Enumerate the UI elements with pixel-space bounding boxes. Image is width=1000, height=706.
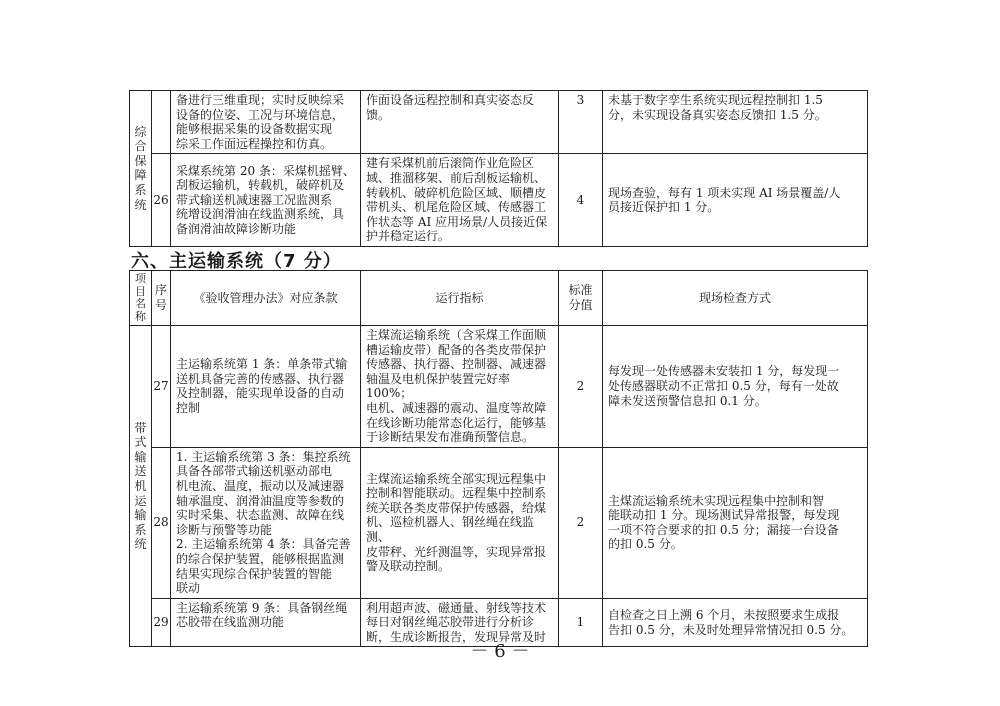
method-cell: 主煤流运输系统未实现远程集中控制和智 能联动扣 1 分。现场测试异常报警，每发现 一项不符合要求的扣 0.5 分；漏接一台设备 的扣 0.5 分。 — [603, 447, 868, 598]
row-number: 28 — [152, 447, 171, 598]
indicator-cell: 利用超声波、磁通量、射线等技术 每日对钢丝绳芯胶带进行分析诊 断，生成诊断报告，发现异常及时 — [361, 598, 559, 647]
page-number: － 6 － — [470, 641, 530, 662]
score-cell: 1 — [559, 598, 603, 647]
top-table — [129, 90, 868, 247]
row-number: 26 — [152, 154, 171, 247]
header-number: 序 号 — [152, 271, 171, 326]
clause-cell: 备进行三维重现；实时反映综采 设备的位姿、工况与环境信息， 能够根据采集的设备数据实现 综采工作面远程操控和仿真。 — [171, 91, 361, 154]
clause-cell: 主运输系统第 9 条：具备钢丝绳 芯胶带在线监测功能 — [171, 598, 361, 647]
score-cell: 2 — [559, 326, 603, 448]
row-number: 27 — [152, 326, 171, 448]
method-cell: 未基于数字孪生系统实现远程控制扣 1.5 分，未实现设备真实姿态反馈扣 1.5 分。 — [603, 91, 868, 154]
row-number — [152, 91, 171, 154]
clause-cell: 主运输系统第 1 条：单条带式输 送机具备完善的传感器、执行器 及控制器，能实现单设备的自动 控制 — [171, 326, 361, 448]
score-cell: 3 — [559, 91, 603, 154]
method-cell: 自检查之日上溯 6 个月，未按照要求生成报 告扣 0.5 分，未及时处理异常情况扣 0.5 分。 — [603, 598, 868, 647]
header-indicator: 运行指标 — [361, 271, 559, 326]
header-clause: 《验收管理办法》对应条款 — [171, 271, 361, 326]
table-header-row — [130, 271, 868, 326]
indicator-cell: 作面设备远程控制和真实姿态反 馈。 — [361, 91, 559, 154]
table-row — [130, 326, 868, 448]
clause-cell: 采煤系统第 20 条：采煤机摇臂、 刮板运输机，转载机，破碎机及 带式输送机减速器工况监测系 统增设润滑油在线监测系统，具 备润滑油故障诊断功能 — [171, 154, 361, 247]
table-row — [130, 91, 868, 154]
main-table — [129, 270, 868, 647]
indicator-cell: 建有采煤机前后滚筒作业危险区 域、推溜移架、前后刮板运输机、 转载机、破碎机危险区域、顺槽皮 带机头、机尾危险区域、传感器工 作状态等 AI 应用场景/人员接近保 护并稳定运行。 — [361, 154, 559, 247]
header-category: 项 目 名 称 — [130, 271, 152, 326]
score-cell: 4 — [559, 154, 603, 247]
table-row — [130, 154, 868, 247]
category-cell: 综 合 保 障 系 统 — [130, 91, 152, 247]
method-cell: 每发现一处传感器未安装扣 1 分，每发现一 处传感器联动不正常扣 0.5 分，每有一处故 障未发送预警信息扣 0.1 分。 — [603, 326, 868, 448]
header-method: 现场检查方式 — [603, 271, 868, 326]
method-cell: 现场查验，每有 1 项未实现 AI 场景覆盖/人 员接近保护扣 1 分。 — [603, 154, 868, 247]
category-cell: 带式 输送 机运 输系 统 — [130, 326, 152, 647]
score-cell: 2 — [559, 447, 603, 598]
row-number: 29 — [152, 598, 171, 647]
indicator-cell: 主煤流运输系统（含采煤工作面顺 槽运输皮带）配备的各类皮带保护 传感器、执行器、控制器、减速器 轴温及电机保护装置完好率 100%； 电机、减速器的震动、温度等故障 在线诊断功能常态化运行，能够基 于诊断结果发布准确预警信息。 — [361, 326, 559, 448]
header-score: 标准 分值 — [559, 271, 603, 326]
clause-cell: 1. 主运输系统第 3 条：集控系统 具备各部带式输送机驱动部电 机电流、温度，振动以及减速器 轴承温度、润滑油温度等参数的 实时采集、状态监测、故障在线 诊断与预警等功能 2. 主运输系统第 4 条：具备完善 的综合保护装置，能够根据监测 结果实现综合保护装置的智能 联动 — [171, 447, 361, 598]
table-row — [130, 447, 868, 598]
indicator-cell: 主煤流运输系统全部实现远程集中 控制和智能联动。远程集中控制系 统关联各类皮带保护传感器，给煤 机、巡检机器人、钢丝绳在线监测、 皮带秤、光纤测温等，实现异常报 警及联动控制。 — [361, 447, 559, 598]
section-title: 六、主运输系统（7 分） — [131, 251, 342, 272]
